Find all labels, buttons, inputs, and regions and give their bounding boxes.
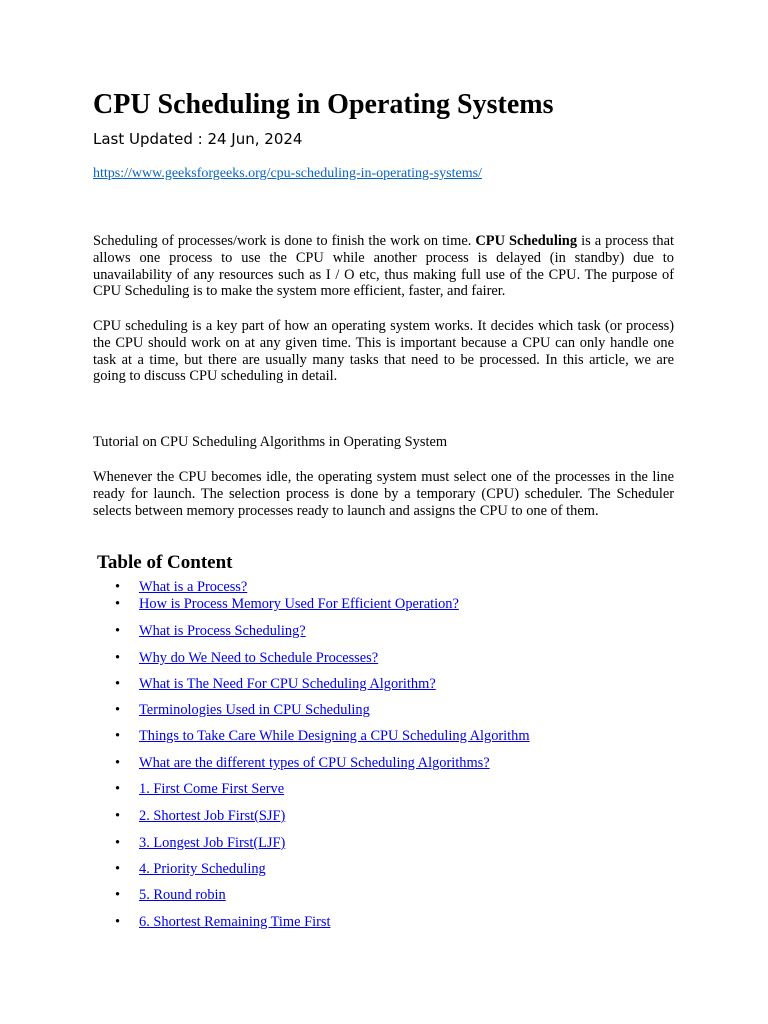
toc-link[interactable]: What is Process Scheduling?: [139, 623, 306, 639]
source-link[interactable]: https://www.geeksforgeeks.org/cpu-scheduling-in-operating-systems/: [93, 166, 482, 181]
toc-link[interactable]: Why do We Need to Schedule Processes?: [139, 650, 379, 666]
bullet-icon: •: [115, 914, 121, 930]
toc-link[interactable]: Terminologies Used in CPU Scheduling: [139, 702, 370, 718]
bullet-icon: •: [115, 755, 121, 771]
toc-link[interactable]: What are the different types of CPU Scheduling Algorithms?: [139, 755, 490, 771]
bullet-icon: •: [115, 861, 121, 877]
last-updated: Last Updated : 24 Jun, 2024: [93, 130, 303, 148]
bullet-icon: •: [115, 650, 121, 666]
toc-link[interactable]: Things to Take Care While Designing a CPU Scheduling Algorithm: [139, 728, 530, 744]
toc-link[interactable]: What is a Process?: [139, 579, 248, 595]
idle-cpu-paragraph: Whenever the CPU becomes idle, the operating system must select one of the processes in the line ready for launch. The selection process is done by a temporary (CPU) scheduler. The Scheduler selects between memory processes ready to launch and assigns the CPU to one of them.: [93, 469, 674, 519]
toc-link[interactable]: 4. Priority Scheduling: [139, 861, 266, 877]
bullet-icon: •: [115, 887, 121, 903]
bullet-icon: •: [115, 623, 121, 639]
toc-link[interactable]: 5. Round robin: [139, 887, 226, 903]
tutorial-line: Tutorial on CPU Scheduling Algorithms in Operating System: [93, 434, 448, 450]
toc-link[interactable]: 1. First Come First Serve: [139, 781, 285, 797]
toc-link[interactable]: 2. Shortest Job First(SJF): [139, 808, 286, 824]
bullet-icon: •: [115, 808, 121, 824]
bullet-icon: •: [115, 835, 121, 851]
page-title: CPU Scheduling in Operating Systems: [93, 89, 554, 120]
overview-paragraph: CPU scheduling is a key part of how an operating system works. It decides which task (or process) the CPU should work on at any given time. This is important because a CPU can only handle one task at a time, but there are usually many tasks that need to be processed. In this article, we are going to discuss CPU scheduling in detail.: [93, 318, 674, 385]
toc-link[interactable]: 6. Shortest Remaining Time First: [139, 914, 331, 930]
bullet-icon: •: [115, 728, 121, 744]
bullet-icon: •: [115, 579, 121, 595]
toc-heading: Table of Content: [97, 552, 233, 573]
toc-link[interactable]: 3. Longest Job First(LJF): [139, 835, 286, 851]
bullet-icon: •: [115, 676, 121, 692]
bullet-icon: •: [115, 781, 121, 797]
intro-paragraph: [93, 233, 674, 300]
toc-link[interactable]: How is Process Memory Used For Efficient Operation?: [139, 596, 459, 612]
bullet-icon: •: [115, 702, 121, 718]
intro-text-end: is a process that allows one process to use the CPU while another process is delayed (in standby) due to unavailability of any resources such as I / O etc, thus making full use of the CPU. The purpose of CPU Scheduling is to make the system more efficient, faster, and fairer.: [93, 233, 674, 300]
toc-link[interactable]: What is The Need For CPU Scheduling Algorithm?: [139, 676, 436, 692]
intro-bold-term: CPU Scheduling: [475, 233, 578, 249]
bullet-icon: •: [115, 596, 121, 612]
intro-text-start: Scheduling of processes/work is done to finish the work on time.: [93, 233, 476, 249]
